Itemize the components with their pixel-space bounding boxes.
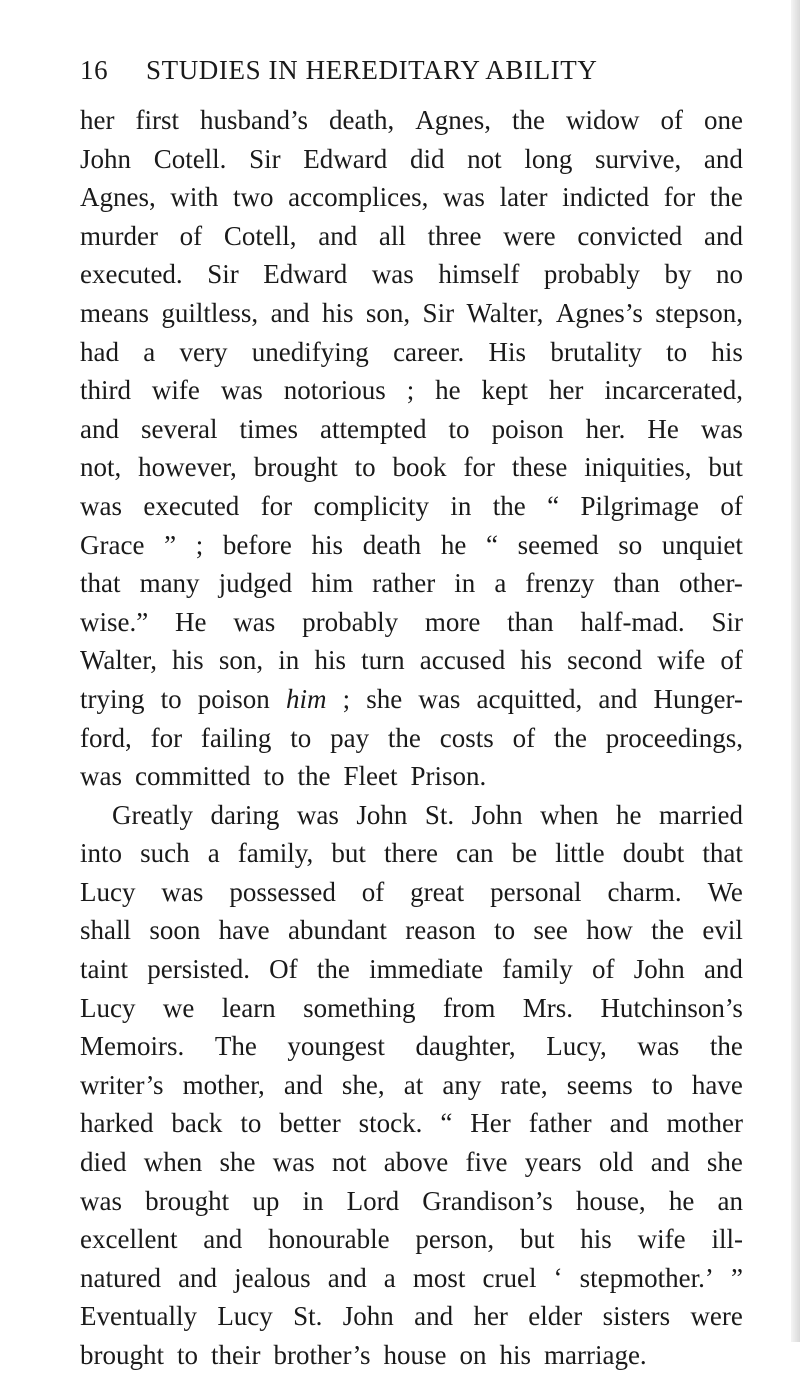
text-line: Lucy we learn something from Mrs. Hutchinson’s (80, 992, 743, 1023)
text-line: had a very unedifying career. His brutality to his (80, 336, 743, 367)
text-line: was brought up in Lord Grandison’s house, he an (80, 1185, 743, 1216)
text-line: Grace ” ; before his death he “ seemed so unquiet (80, 529, 743, 560)
text-line: Eventually Lucy St. John and her elder sisters were (80, 1301, 743, 1332)
text-line: was committed to the Fleet Prison. (80, 761, 487, 792)
text-line: and several times attempted to poison her. He was (80, 413, 743, 444)
text-line: Agnes, with two accomplices, was later indicted for the (80, 182, 743, 213)
text-line: wise.” He was probably more than half-mad. Sir (80, 606, 743, 637)
text-line: third wife was notorious ; he kept her incarcerated, (80, 375, 743, 406)
text-line: natured and jealous and a most cruel ‘ stepmother.’ ” (80, 1262, 743, 1293)
text-line: was executed for complicity in the “ Pilgrimage of (80, 490, 743, 521)
text-line: excellent and honourable person, but his wife ill- (80, 1224, 743, 1255)
text-line: that many judged him rather in a frenzy than other- (80, 568, 743, 599)
running-title: STUDIES IN HEREDITARY ABILITY (146, 55, 598, 85)
text-line: Memoirs. The youngest daughter, Lucy, was the (80, 1031, 743, 1062)
text-line: Greatly daring was John St. John when he married (112, 799, 743, 830)
text-line: not, however, brought to book for these iniquities, but (80, 452, 743, 483)
page-edge-shadow (791, 0, 800, 1342)
text-line: into such a family, but there can be little doubt that (80, 838, 743, 869)
text-line: harked back to better stock. “ Her father and mother (80, 1108, 743, 1139)
text-line: murder of Cotell, and all three were convicted and (80, 220, 743, 251)
body-text (80, 101, 743, 1375)
text-line: shall soon have abundant reason to see how the evil (80, 915, 743, 946)
text-line: John Cotell. Sir Edward did not long survive, and (80, 143, 743, 174)
text-line: died when she was not above five years old and she (80, 1147, 743, 1178)
text-line: ford, for failing to pay the costs of the proceedings, (80, 722, 743, 753)
text-line: Lucy was possessed of great personal charm. We (80, 876, 743, 907)
text-line: brought to their brother’s house on his marriage. (80, 1340, 647, 1370)
text-line: executed. Sir Edward was himself probably by no (80, 259, 743, 290)
text-line: writer’s mother, and she, at any rate, seems to have (80, 1069, 743, 1100)
page-number: 16 (80, 55, 109, 85)
text-line: means guiltless, and his son, Sir Walter, Agnes’s stepson, (80, 297, 743, 328)
text-line: taint persisted. Of the immediate family of John and (80, 954, 743, 985)
text-line: her first husband’s death, Agnes, the widow of one (80, 105, 743, 135)
text-line: trying to poison him ; she was acquitted, and Hunger- (80, 683, 743, 714)
running-head (80, 50, 740, 90)
text-line: Walter, his son, in his turn accused his second wife of (80, 645, 743, 676)
